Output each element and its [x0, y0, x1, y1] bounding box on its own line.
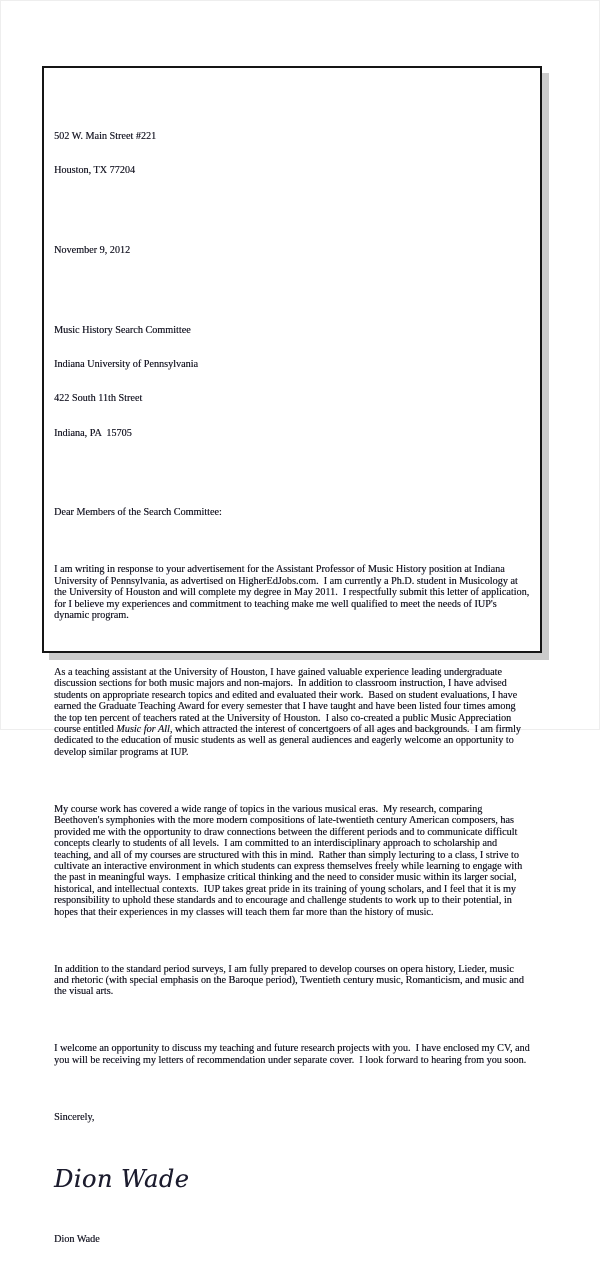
- paragraph-closing-request: I welcome an opportunity to discuss my teaching and future research projects with you. I have enclosed my CV, and you will be receiving my letters of recommendation under separate cover. I look forward to hearing from you soon.: [54, 1043, 533, 1066]
- recipient-line1: Music History Search Committee: [54, 324, 191, 336]
- paragraph-teaching-text-post: , which attracted the interest of concertgoers of all ages and backgrounds. I am firmly dedicated to the education of music students as well as general audiences and eagerly welcome an opportunity to develop similar programs at IUP.: [54, 724, 524, 758]
- paragraph-teaching: [54, 667, 530, 758]
- letter-document: [42, 66, 542, 1245]
- sender-address: [54, 108, 530, 199]
- signature-script: Dion Wade: [54, 1165, 190, 1194]
- closing: Sincerely,: [54, 1111, 95, 1123]
- recipient-line3: 422 South 11th Street: [54, 393, 143, 405]
- date-line: November 9, 2012: [54, 245, 131, 257]
- course-title-italic: Music for All: [116, 724, 170, 736]
- recipient-line2: Indiana University of Pennsylvania: [54, 359, 199, 371]
- sender-address-line1: 502 W. Main Street #221: [54, 131, 157, 143]
- paragraph-research: My course work has covered a wide range of topics in the various musical eras. My research, comparing Beethoven's symphonies with the more modern compositions of late-twentieth century American composers, has provided me with the opportunity to draw connections between the different periods and to communicate difficult concepts clearly to students of all levels. I am committed to an interdisciplinary approach to scholarship and teaching, and all of my courses are structured with this in mind. Rather than simply lecturing to a class, I strive to cultivate an interactive environment in which students can express themselves freely while learning to engage with the past in meaningful ways. I emphasize critical thinking and the need to consider music within its larger social, historical, and intellectual contexts. IUP takes great pride in its training of young scholars, and I feel that it is my responsibility to uphold these standards and to encourage and challenge students to work up to their potential, in hopes that their experiences in my classes will teach them far more than the history of music.: [54, 803, 525, 918]
- paragraph-teaching-text-pre: As a teaching assistant at the University of Houston, I have gained valuable experience leading undergraduate discussion sections for both music majors and non-majors. In addition to classroom instruction, I have advised students on appropriate research topics and edited and evaluated their work. Based on student evaluations, I have earned the Graduate Teaching Award for every semester that I have taught and have been listed four times among the top ten percent of teachers rated at the University of Houston. I also co-created a public Music Appreciation course entitled: [54, 667, 520, 736]
- recipient-line4: Indiana, PA 15705: [54, 427, 132, 439]
- typed-name: Dion Wade: [54, 1233, 100, 1245]
- paragraph-intro: I am writing in response to your advertisement for the Assistant Professor of Music History position at Indiana University of Pennsylvania, as advertised on HigherEdJobs.com. I am currently a Ph.D. student in Musicology at the University of Houston and will complete my degree in May 2011. I respectfully submit this letter of application, for I believe my experiences and commitment to teaching make me well qualified to meet the needs of IUP's dynamic program.: [54, 564, 532, 622]
- paragraph-courses: In addition to the standard period surveys, I am fully prepared to develop courses on opera history, Lieder, music and rhetoric (with special emphasis on the Baroque period), Twentieth century music, Romanticism, and music and the visual arts.: [54, 963, 527, 998]
- sender-address-line2: Houston, TX 77204: [54, 165, 136, 177]
- recipient-address: [54, 302, 530, 462]
- salutation: Dear Members of the Search Committee:: [54, 507, 222, 519]
